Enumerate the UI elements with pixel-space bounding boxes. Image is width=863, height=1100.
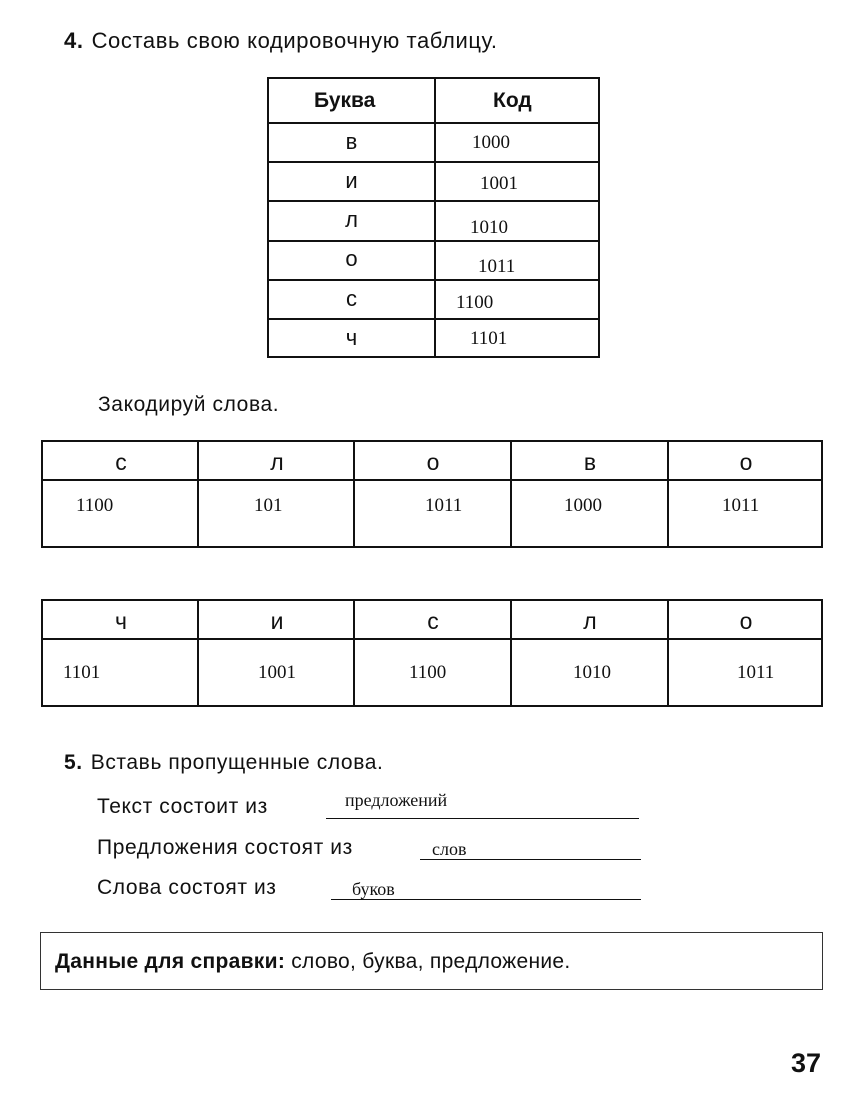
- coding-table-rule: [269, 240, 598, 242]
- word-table-2: [41, 599, 823, 707]
- word-table-1: [41, 440, 823, 548]
- answer-text: буков: [352, 879, 395, 899]
- word-letter: с: [427, 608, 439, 634]
- header-code: Код: [493, 89, 532, 112]
- page-number: 37: [790, 1048, 821, 1078]
- answer-text: предложений: [345, 790, 448, 810]
- reference-box: [40, 932, 823, 990]
- table-code: 1011: [478, 256, 516, 277]
- coding-table-rule: [269, 318, 598, 320]
- table-code: 1010: [470, 217, 508, 238]
- coding-table: [267, 77, 600, 358]
- sentence-prefix: Текст состоит из: [97, 795, 268, 818]
- coding-table-rule: [269, 161, 598, 163]
- word-table-rule: [43, 479, 821, 481]
- task5-text: Вставь пропущенные слова.: [90, 751, 384, 774]
- word-letter: ч: [115, 608, 127, 634]
- answer-text: слов: [432, 839, 467, 859]
- header-letter: Буква: [314, 89, 376, 112]
- table-code: 1001: [480, 173, 518, 194]
- task4-number: 4.: [64, 28, 84, 53]
- word-letter: и: [270, 608, 284, 634]
- task4-title: [64, 28, 498, 54]
- word-code: 1000: [564, 495, 602, 516]
- word-code: 1101: [63, 662, 101, 683]
- table-letter: ч: [345, 325, 358, 350]
- sentence-prefix: Слова состоят из: [97, 876, 277, 899]
- word-table-rule: [43, 638, 821, 640]
- task4-text: Составь свою кодировочную таблицу.: [91, 28, 498, 53]
- task5-number: 5.: [64, 751, 83, 774]
- word-letter: в: [583, 449, 597, 475]
- word-letter: л: [270, 449, 284, 475]
- word-code: 1011: [737, 662, 775, 683]
- word-code: 1011: [425, 495, 463, 516]
- word-code: 1001: [258, 662, 296, 683]
- word-letter: о: [426, 449, 440, 475]
- word-letter: о: [739, 449, 753, 475]
- coding-table-divider: [434, 79, 436, 356]
- coding-table-rule: [269, 279, 598, 281]
- table-letter: в: [345, 129, 358, 154]
- encode-prompt: Закодируй слова.: [98, 393, 280, 416]
- table-letter: о: [345, 246, 358, 271]
- table-code: 1000: [472, 132, 510, 153]
- word-code: 1011: [722, 495, 760, 516]
- table-letter: с: [346, 286, 357, 311]
- sentence-prefix: Предложения состоят из: [97, 836, 353, 859]
- reference-label: Данные для справки:: [55, 950, 286, 973]
- word-letter: о: [739, 608, 753, 634]
- coding-table-rule: [269, 200, 598, 202]
- table-letter: л: [345, 207, 358, 232]
- word-code: 101: [254, 495, 283, 516]
- word-code: 1010: [573, 662, 611, 683]
- table-code: 1100: [456, 292, 494, 313]
- word-code: 1100: [76, 495, 114, 516]
- coding-table-rule: [269, 122, 598, 124]
- task5-title: [64, 751, 383, 775]
- answer-line: [326, 818, 639, 819]
- reference-words: слово, буква, предложение.: [291, 950, 571, 973]
- table-code: 1101: [470, 328, 508, 349]
- reference-line: [55, 950, 571, 974]
- table-letter: и: [345, 168, 358, 193]
- word-letter: л: [583, 608, 597, 634]
- word-code: 1100: [409, 662, 447, 683]
- word-letter: с: [115, 449, 127, 475]
